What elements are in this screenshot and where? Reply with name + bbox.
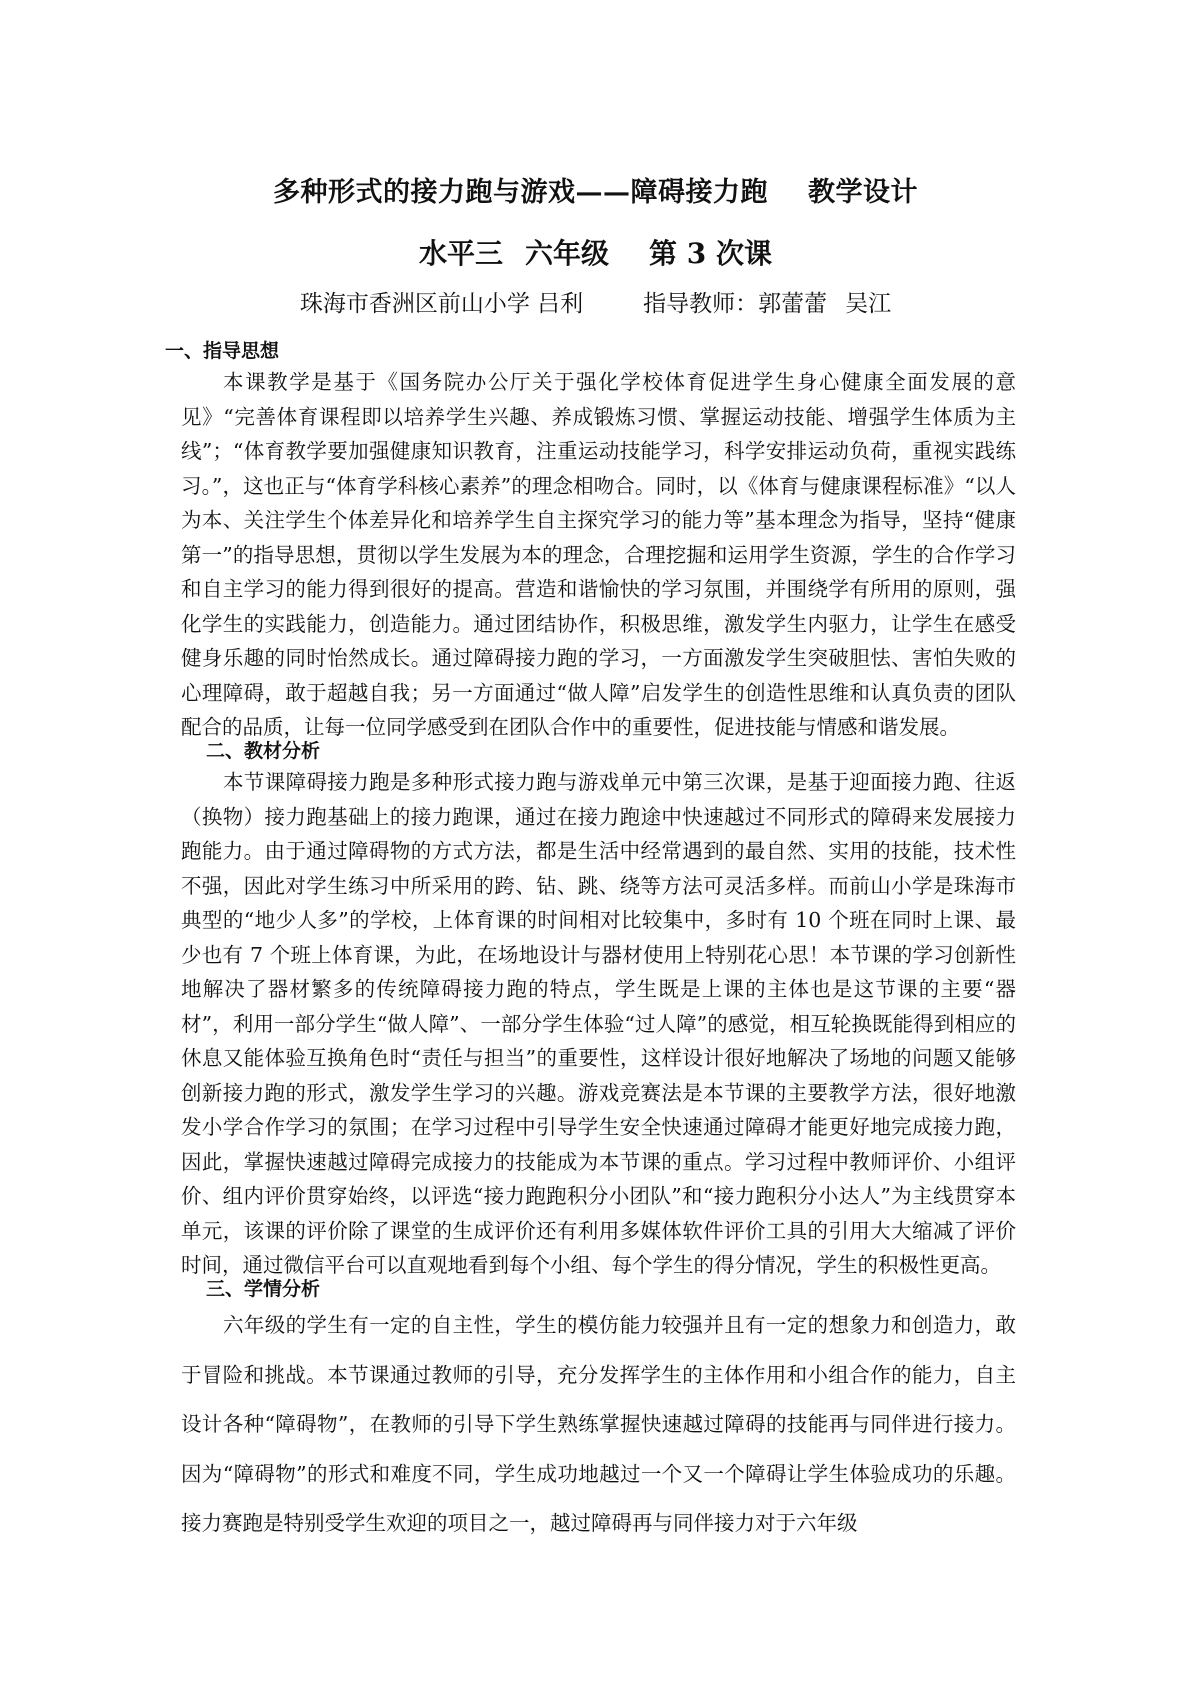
section-body-students: 六年级的学生有一定的自主性，学生的模仿能力较强并且有一定的想象力和创造力，敢于冒险和挑战。本节课通过教师的引导，充分发挥学生的主体作用和小组合作的能力，自主设计各种“障碍物”，在教师的引导下学生熟练掌握快速越过障碍的技能再与同伴进行接力。因为“障碍物”的形式和难度不同，学生成功地越过一个又一个障碍让学生体验成功的乐趣。接力赛跑是特别受学生欢迎的项目之一，越过障碍再与同伴接力对于六年级 [181,1313,1016,1535]
section-body-material: 本节课障碍接力跑是多种形式接力跑与游戏单元中第三次课，是基于迎面接力跑、往返（换物）接力跑基础上的接力跑课，通过在接力跑途中快速越过不同形式的障碍来发展接力跑能力。由于通过障碍物的方式方法，都是生活中经常遇到的最自然、实用的技能，技术性不强，因此对学生练习中所采用的跨、钻、跳、绕等方法可灵活多样。而前山小学是珠海市典型的“地少人多”的学校，上体育课的时间相对比较集中，多时有 10 个班在同时上课、最少也有 7 个班上体育课，为此，在场地设计与器材使用上特别花心思！本节课的学习创新性地解决了器材繁多的传统障碍接力跑的特点，学生既是上课的主体也是这节课的主要“器材”，利用一部分学生“做人障”、一部分学生体验“过人障”的感觉，相互轮换既能得到相应的休息又能体验互换角色时“责任与担当”的重要性，这样设计很好地解决了场地的问题又能够创新接力跑的形式，激发学生学习的兴趣。游戏竞赛法是本节课的主要教学方法，很好地激发小学合作学习的氛围；在学习过程中引导学生安全快速通过障碍才能更好地完成接力跑，因此，掌握快速越过障碍完成接力的技能成为本节课的重点。学习过程中教师评价、小组评价、组内评价贯穿始终，以评选“接力跑跑积分小团队”和“接力跑积分小达人”为主线贯穿本单元，该课的评价除了课堂的生成评价还有利用多媒体软件评价工具的引用大大缩减了评价时间，通过微信平台可以直观地看到每个小组、每个学生的得分情况，学生的积极性更高。 [181,770,1016,1277]
section-heading-guiding: 一、指导思想 [165,340,280,362]
level-label: 水平三 [418,237,503,270]
advisor-second: 吴江 [845,291,892,317]
title-suffix: 教学设计 [808,177,918,208]
title-main: 多种形式的接力跑与游戏——障碍接力跑 [273,177,768,208]
lesson-label: 第 3 次课 [649,237,772,270]
section-body-guiding: 本课教学是基于《国务院办公厅关于强化学校体育促进学生身心健康全面发展的意见》“完善体育课程即以培养学生兴趣、养成锻炼习惯、掌握运动技能、增强学生体质为主线”；“体育教学要加强健康知识教育，注重运动技能学习，科学安排运动负荷，重视实践练习。”，这也正与“体育学科核心素养”的理念相吻合。同时，以《体育与健康课程标准》“以人为本、关注学生个体差异化和培养学生自主探究学习的能力等”基本理念为指导，坚持“健康第一”的指导思想，贯彻以学生发展为本的理念，合理挖掘和运用学生资源，学生的合作学习和自主学习的能力得到很好的提高。营造和谐愉快的学习氛围，并围绕学有所用的原则，强化学生的实践能力，创造能力。通过团结协作，积极思维，激发学生内驱力，让学生在感受健身乐趣的同时怡然成长。通过障碍接力跑的学习，一方面激发学生突破胆怯、害怕失败的心理障碍，敢于超越自我；另一方面通过“做人障”启发学生的创造性思维和认真负责的团队配合的品质，让每一位同学感受到在团队合作中的重要性，促进技能与情感和谐发展。 [181,370,1016,739]
advisor-label: 指导教师：郭蕾蕾 [643,291,828,317]
grade-label: 六年级 [525,237,610,270]
author-line: 珠海市香洲区前山小学 吕利 [299,291,584,317]
section-heading-students: 三、学情分析 [206,1278,321,1300]
author-info [0,285,1191,318]
section-heading-material: 二、教材分析 [206,740,321,762]
document-title [0,170,1191,209]
lesson-info [0,232,1191,272]
